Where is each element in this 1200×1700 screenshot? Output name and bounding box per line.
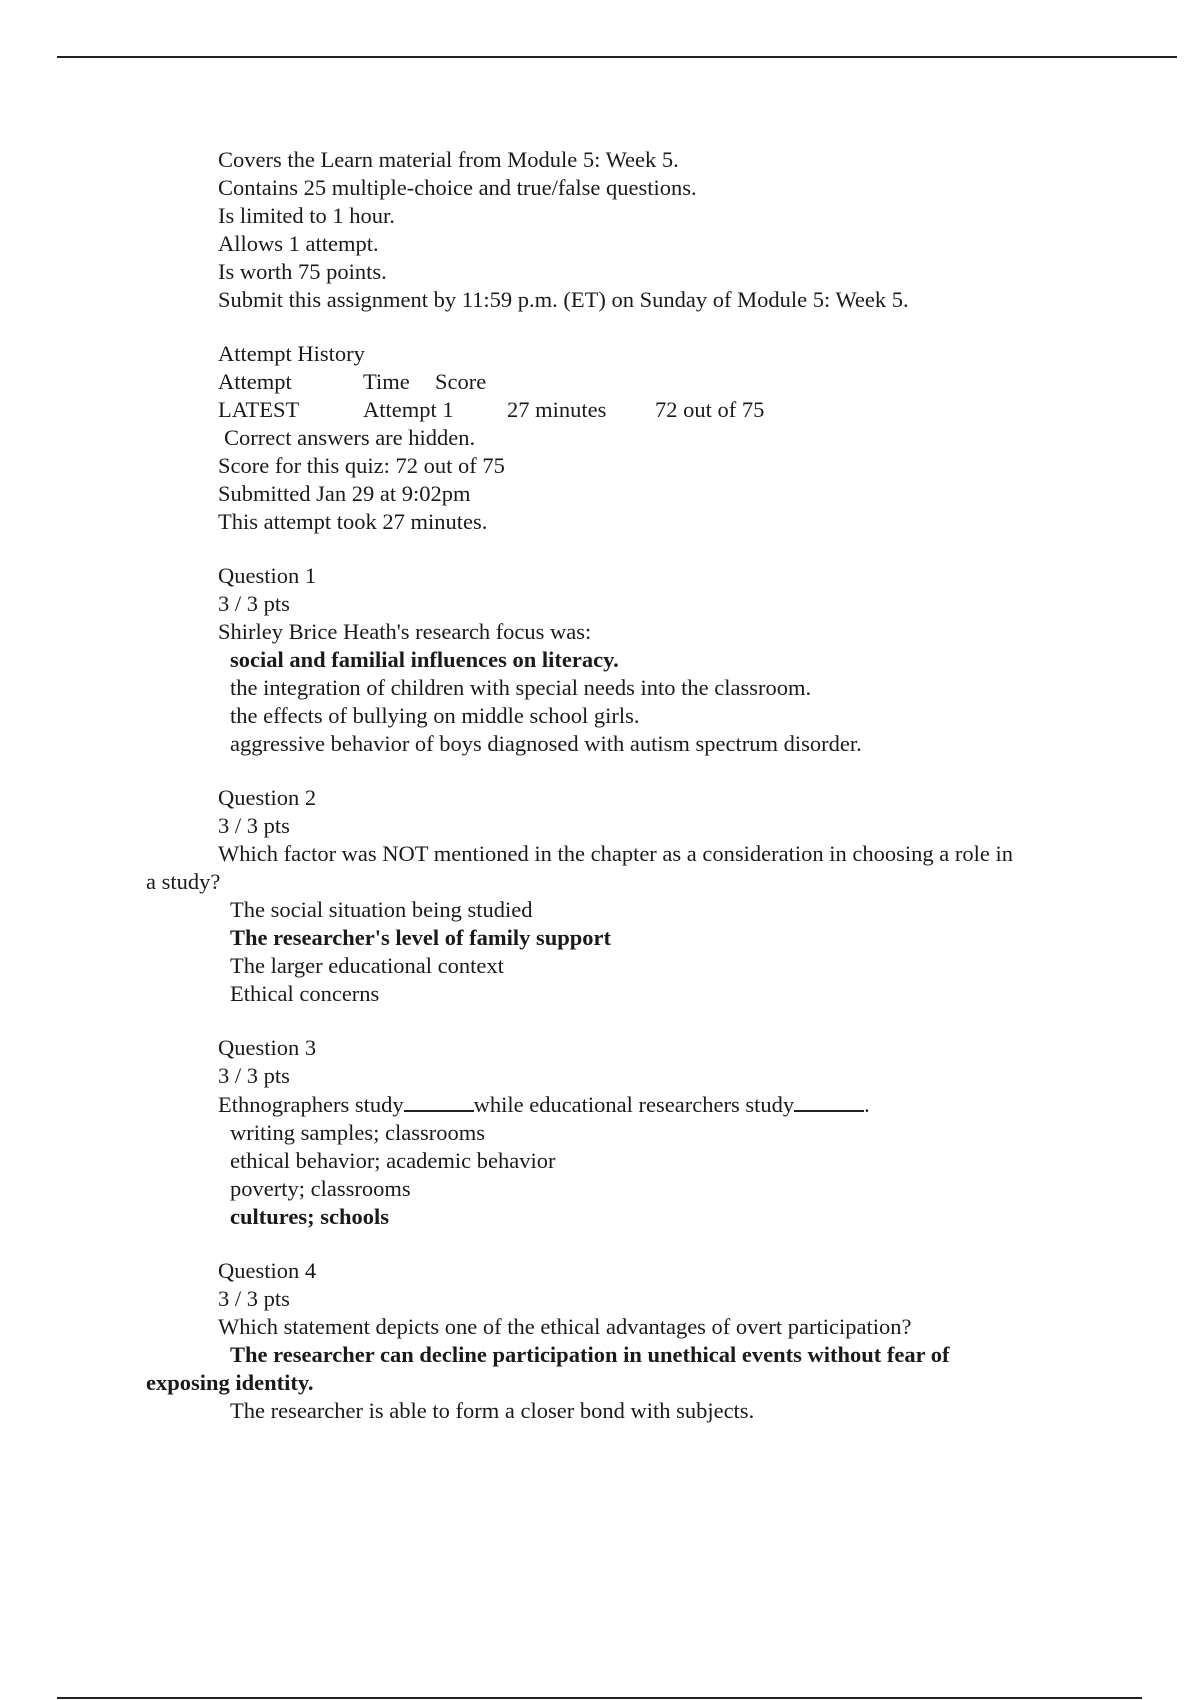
answer-option[interactable]: The larger educational context (230, 953, 504, 978)
submitted-date: Submitted Jan 29 at 9:02pm (218, 481, 471, 506)
intro-line: Allows 1 attempt. (218, 231, 379, 256)
question-points: 3 / 3 pts (218, 591, 290, 616)
question-title: Question 1 (218, 563, 317, 588)
row-score: 72 out of 75 (655, 397, 765, 422)
answer-option[interactable]: the integration of children with special needs into the classroom. (230, 675, 812, 700)
question-prompt: Which factor was NOT mentioned in the chapter as a consideration in choosing a role in (218, 841, 1013, 866)
question-title: Question 3 (218, 1035, 317, 1060)
row-attempt-link[interactable]: Attempt 1 (363, 397, 454, 422)
answer-option[interactable]: writing samples; classrooms (230, 1120, 485, 1145)
answer-option[interactable]: Ethical concerns (230, 981, 380, 1006)
bottom-rule (57, 1697, 1142, 1699)
top-rule (57, 56, 1177, 58)
intro-line: Is worth 75 points. (218, 259, 387, 284)
question-points: 3 / 3 pts (218, 1286, 290, 1311)
intro-section (218, 146, 1078, 314)
answer-option[interactable]: the effects of bullying on middle school girls. (230, 703, 640, 728)
attempt-history (218, 340, 1078, 536)
intro-line: Submit this assignment by 11:59 p.m. (ET) on Sunday of Module 5: Week 5. (218, 287, 909, 312)
attempt-history-header (218, 368, 1078, 396)
intro-line: Is limited to 1 hour. (218, 203, 395, 228)
answer-option-selected[interactable]: social and familial influences on literacy. (230, 647, 619, 672)
question-points: 3 / 3 pts (218, 813, 290, 838)
attempt-history-title: Attempt History (218, 341, 365, 366)
header-attempt: Attempt (218, 369, 292, 394)
fill-in-blank (404, 1090, 474, 1112)
document-body (146, 146, 1078, 1425)
answer-option-selected[interactable]: The researcher can decline participation in unethical events without fear of (230, 1342, 950, 1367)
header-score: Score (435, 369, 487, 394)
row-label: LATEST (218, 397, 300, 422)
intro-line: Contains 25 multiple-choice and true/false questions. (218, 175, 697, 200)
fill-in-blank (794, 1090, 864, 1112)
prompt-part: while educational researchers study (473, 1092, 795, 1117)
question-prompt-continued: a study? (146, 869, 221, 894)
answer-option[interactable]: aggressive behavior of boys diagnosed with autism spectrum disorder. (230, 731, 862, 756)
answer-option[interactable]: ethical behavior; academic behavior (230, 1148, 556, 1173)
answer-option[interactable]: poverty; classrooms (230, 1176, 411, 1201)
question-prompt (218, 1090, 1078, 1119)
quiz-score: Score for this quiz: 72 out of 75 (218, 453, 505, 478)
question-4 (146, 1257, 1078, 1425)
question-2 (146, 784, 1078, 1008)
answer-option-selected[interactable]: The researcher's level of family support (230, 925, 611, 950)
question-3 (218, 1034, 1078, 1231)
prompt-end: . (864, 1092, 870, 1117)
question-points: 3 / 3 pts (218, 1063, 290, 1088)
answer-option[interactable]: The researcher is able to form a closer bond with subjects. (230, 1398, 755, 1423)
answer-option-selected[interactable]: cultures; schools (230, 1204, 389, 1229)
answer-option[interactable]: The social situation being studied (230, 897, 533, 922)
question-title: Question 2 (218, 785, 317, 810)
attempt-history-row (218, 396, 1078, 424)
prompt-part: Ethnographers study (218, 1092, 404, 1117)
answer-option-selected-continued[interactable]: exposing identity. (146, 1370, 314, 1395)
question-prompt: Which statement depicts one of the ethical advantages of overt participation? (218, 1314, 912, 1339)
intro-line: Covers the Learn material from Module 5: Week 5. (218, 147, 679, 172)
question-title: Question 4 (218, 1258, 317, 1283)
answers-hidden-note: Correct answers are hidden. (224, 425, 476, 450)
question-1 (218, 562, 1078, 758)
header-time: Time (363, 369, 410, 394)
attempt-duration: This attempt took 27 minutes. (218, 509, 488, 534)
row-time: 27 minutes (507, 397, 607, 422)
question-prompt: Shirley Brice Heath's research focus was: (218, 619, 592, 644)
